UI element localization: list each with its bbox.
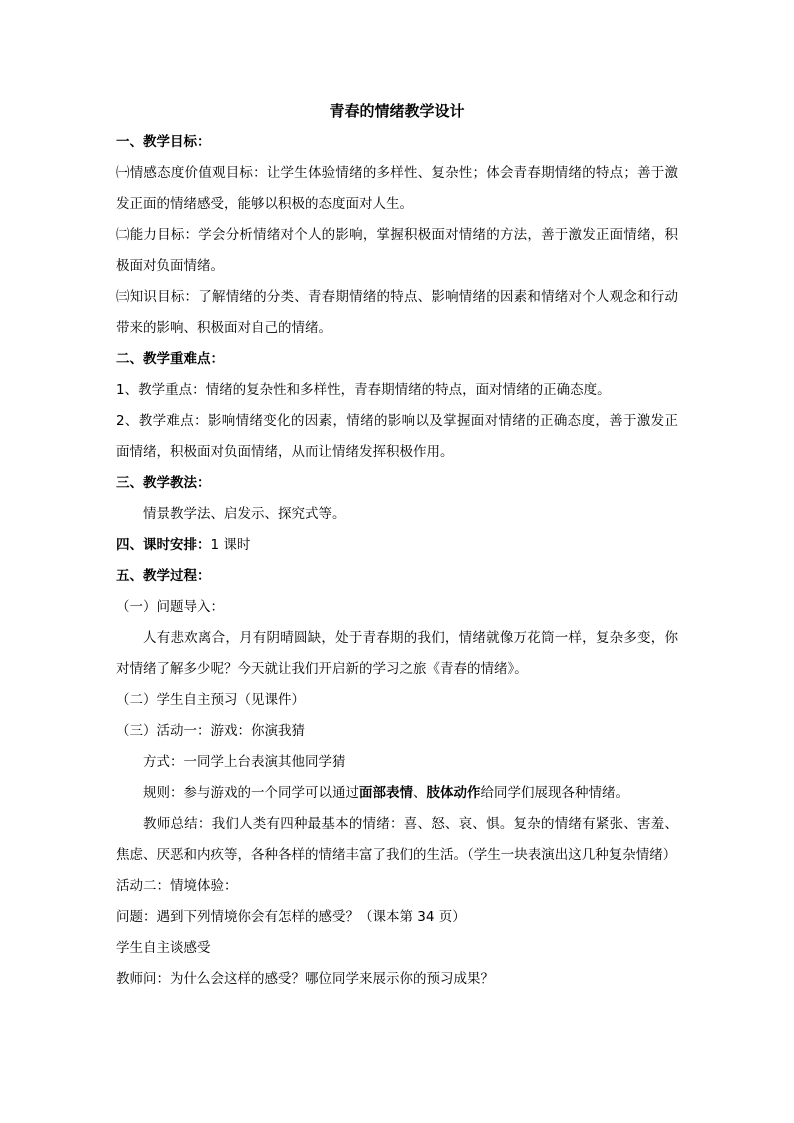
- process-part2-title: （二）学生自主预习（见课件）: [116, 692, 305, 708]
- activity2-title: 活动二：情境体验：: [116, 878, 238, 894]
- teacher-question: 教师问：为什么会这样的感受？哪位同学来展示你的预习成果？: [116, 971, 494, 987]
- rule-prefix: 规则：参与游戏的一个同学可以通过: [143, 785, 359, 801]
- activity2-question: 问题：遇到下列情境你会有怎样的感受？（课本第 34 页）: [116, 909, 466, 925]
- key-point-item-2: 2、教学难点：影响情绪变化的因素，情绪的影响以及掌握面对情绪的正确态度，善于激发正面情绪，积极面对负面情绪，从而让情绪发挥积极作用。: [116, 413, 678, 460]
- schedule-text: 1 课时: [210, 537, 251, 553]
- teacher-summary: 教师总结：我们人类有四种最基本的情绪：喜、怒、哀、惧。复杂的情绪有紧张、害羞、焦虑、厌恶和内疚等，各种各样的情绪丰富了我们的生活。（学生一块表演出这几种复杂情绪）: [116, 816, 678, 863]
- document-page: [116, 96, 678, 995]
- section-heading-process: 五、教学过程：: [116, 568, 211, 584]
- activity1-rule: [116, 778, 678, 809]
- rule-separator: 、: [413, 785, 427, 801]
- methods-text: 情景教学法、启发示、探究式等。: [143, 506, 346, 522]
- rule-bold-body: 肢体动作: [426, 785, 481, 801]
- key-point-item-1: 1、教学重点：情绪的复杂性和多样性，青春期情绪的特点，面对情绪的正确态度。: [116, 382, 611, 398]
- student-self-talk: 学生自主谈感受: [116, 940, 211, 956]
- document-title: 青春的情绪教学设计: [329, 102, 465, 120]
- rule-suffix: 给同学们展现各种情绪。: [480, 785, 629, 801]
- section-heading-goals: 一、教学目标：: [116, 134, 211, 150]
- process-part3-title: （三）活动一：游戏：你演我猜: [116, 723, 305, 739]
- goal-item-3: ㈢知识目标：了解情绪的分类、青春期情绪的特点、影响情绪的因素和情绪对个人观念和行动带来的影响、积极面对自己的情绪。: [116, 289, 678, 336]
- process-part1-title: （一）问题导入：: [116, 599, 224, 615]
- activity1-method: 方式：一同学上台表演其他同学猜: [143, 754, 346, 770]
- section-heading-key-points: 二、教学重难点：: [116, 351, 224, 367]
- goal-item-2: ㈡能力目标：学会分析情绪对个人的影响，掌握积极面对情绪的方法，善于激发正面情绪，积极面对负面情绪。: [116, 227, 678, 274]
- goal-item-1: ㈠情感态度价值观目标：让学生体验情绪的多样性、复杂性；体会青春期情绪的特点；善于激发正面的情绪感受，能够以积极的态度面对人生。: [116, 165, 678, 212]
- section-heading-methods: 三、教学教法：: [116, 475, 211, 491]
- process-part1-text: 人有悲欢离合，月有阴晴圆缺，处于青春期的我们，情绪就像万花筒一样，复杂多变，你对情绪了解多少呢？今天就让我们开启新的学习之旅《青春的情绪》。: [116, 630, 678, 677]
- section-heading-schedule: 四、课时安排：: [116, 537, 211, 553]
- schedule-line: [116, 530, 678, 561]
- rule-bold-facial: 面部表情: [359, 785, 413, 801]
